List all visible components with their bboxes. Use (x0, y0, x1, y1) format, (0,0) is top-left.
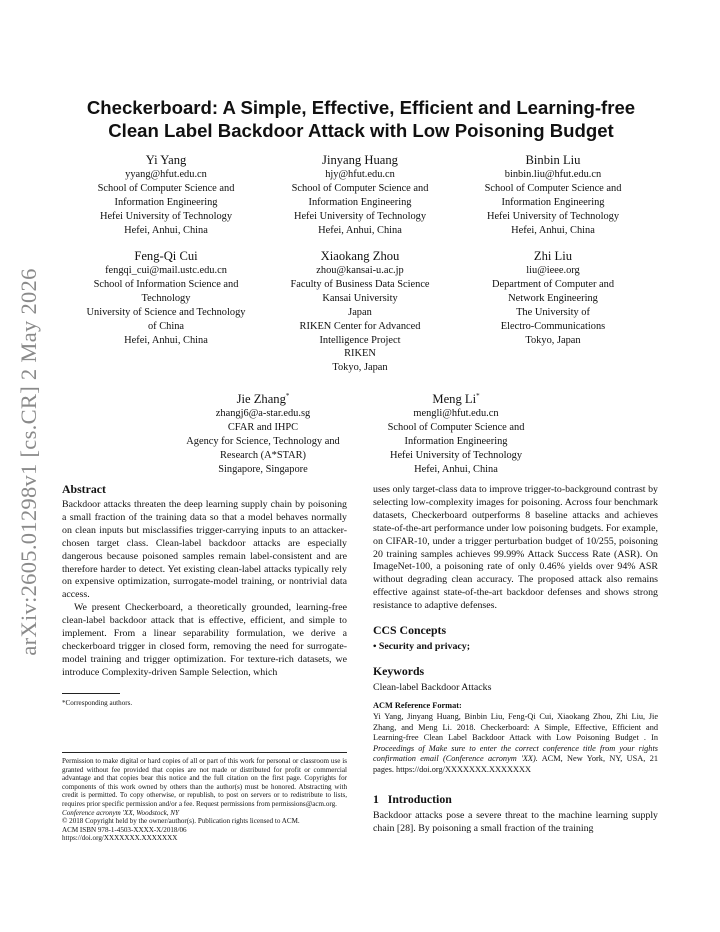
author-affiliation: School of Computer Science and (97, 182, 235, 194)
author-name: Xiaokang Zhou (320, 249, 400, 263)
author-affiliation: Intelligence Project (319, 334, 401, 346)
footnote-rule (62, 693, 120, 694)
author-affiliation: Agency for Science, Technology and (186, 436, 340, 447)
author-block (81, 248, 251, 347)
keywords-heading: Keywords (373, 664, 425, 678)
author-affiliation: of China (147, 320, 185, 332)
author-affiliation: Kansai University (322, 292, 398, 304)
author-affiliation: Japan (348, 306, 372, 318)
section-title: Introduction (387, 792, 452, 806)
ccs-heading: CCS Concepts (373, 623, 447, 637)
author-affiliation: Hefei University of Technology (293, 210, 427, 222)
author-location: Hefei, Anhui, China (124, 334, 208, 346)
author-affiliation: Information Engineering (501, 196, 605, 208)
intro-text: Backdoor attacks pose a severe threat to the machine learning supply chain [28]. By poisoning a small fraction of the training (373, 810, 658, 834)
author-affiliation: Hefei University of Technology (99, 210, 233, 222)
acm-ref-venue: Proceedings of Make sure to enter the correct conference title from your rights confirmation email (Conference acronym 'XX). (373, 743, 658, 764)
permission-text: Permission to make digital or hard copies of all or part of this work for personal or classroom use is granted without fee provided that copies are not made or distributed for profit or commercial advantage and that copies bear this notice and the full citation on the first page. Copyrights for components of this work owned by others than the author(s) must be honored. Abstracting with credit is permitted. To copy otherwise, or republish, to post on servers or to redistribute to lists, requires prior specific permission and/or a fee. Request permissions from permissions@acm.org. (62, 757, 347, 808)
abstract-paragraph: We present Checkerboard, a theoretically grounded, learning-free clean-label backdoor attack that is effective, efficient, and simple to implement. From a linear separability formulation, we derive a checkerboard trigger in closed form, removing the need for surrogate-model training and trigger optimization. For texture-rich datasets, we introduce Complexity-driven Sample Selection, which (62, 602, 347, 678)
author-location: Hefei, Anhui, China (511, 224, 595, 236)
author-affiliation: Electro-Communications (500, 320, 606, 332)
author-block (178, 388, 348, 477)
author-email: mengli@hfut.edu.cn (413, 408, 499, 420)
intro-heading (373, 792, 452, 807)
author-affiliation: Technology (141, 292, 191, 304)
author-block (468, 248, 638, 347)
author-email: hjy@hfut.edu.cn (325, 169, 395, 180)
doi-link[interactable]: https://doi.org/XXXXXXX.XXXXXXX (62, 834, 178, 843)
abstract-paragraph: uses only target-class data to improve trigger-to-background contrast by selecting low-complexity images for poisoning. Across four benchmark datasets, Checkerboard outperforms 8 baseline attacks and achieves state-of-the-art performance under low poisoning budgets. For example, on CIFAR-10, under a trigger perturbation budget of 10/255, poisoning 20 training samples achieves 99.99% Attack Success Rate (ASR). On ImageNet-100, a poisoning rate of only 0.46% yields over 94% ASR without degrading clean accuracy. The proposed attack also remains effective against state-of-the-art backdoor defenses and shows strong resistance to adaptive defenses. (373, 484, 658, 612)
author-email: liu@ieee.org (526, 265, 580, 276)
arxiv-sidebar (12, 262, 46, 662)
author-affiliation: Hefei University of Technology (486, 210, 620, 222)
author-affiliation: Information Engineering (114, 196, 218, 208)
abstract-paragraph: Backdoor attacks threaten the deep learning supply chain by poisoning a small fraction of the training data so that a model behaves normally on clean inputs but misclassifies trigger-carrying inputs to an attacker-chosen target class. Clean-label backdoor attacks are especially dangerous because poisoned samples remain label-consistent and are therefore harder to detect. Yet existing clean-label attacks typically rely on expensive optimization, surrogate-model training, or nontrivial data access. (62, 499, 347, 601)
author-name: Zhi Liu (533, 249, 573, 263)
author-block (275, 248, 445, 375)
author-location: Tokyo, Japan (525, 334, 581, 346)
author-email: zhangj6@a-star.edu.sg (215, 408, 311, 420)
author-affiliation: Information Engineering (308, 196, 412, 208)
author-affiliation: Faculty of Business Data Science (290, 278, 430, 290)
author-affiliation: CFAR and IHPC (227, 422, 299, 434)
author-affiliation: School of Computer Science and (484, 182, 622, 194)
author-affiliation: RIKEN Center for Advanced (299, 320, 421, 332)
abstract-heading: Abstract (62, 482, 106, 496)
title-line-1: Checkerboard: A Simple, Effective, Efficient and Learning-free (86, 97, 636, 118)
author-email: binbin.liu@hfut.edu.cn (504, 169, 602, 180)
title-line-2: Clean Label Backdoor Attack with Low Poisoning Budget (108, 120, 614, 141)
author-affiliation: RIKEN (344, 348, 376, 360)
author-email: zhou@kansai-u.ac.jp (316, 265, 404, 276)
author-name: Jinyang Huang (322, 153, 398, 167)
author-affiliation: The University of (516, 306, 590, 318)
footnote: *Corresponding authors. (62, 699, 133, 707)
author-location: Hefei, Anhui, China (124, 224, 208, 236)
author-affiliation: Department of Computer and (491, 278, 615, 290)
author-name: Feng-Qi Cui (134, 249, 198, 263)
paper-title (62, 96, 660, 142)
author-block (468, 152, 638, 238)
permission-rule (62, 752, 347, 753)
corresponding-mark: * (285, 392, 290, 400)
acm-ref-doi[interactable]: ACM, New York, NY, USA, 21 pages. https://doi.org/XXXXXXX.XXXXXXX (373, 754, 658, 774)
keywords-text: Clean-label Backdoor Attacks (373, 682, 492, 693)
acm-ref-heading: ACM Reference Format: (373, 701, 462, 710)
author-affiliation: Hefei University of Technology (389, 449, 523, 461)
abstract-left (62, 499, 347, 680)
permission-block (62, 757, 347, 843)
author-block (371, 388, 541, 477)
ccs-item: • Security and privacy; (373, 641, 470, 652)
conference-line: Conference acronym 'XX, Woodstock, NY (62, 808, 179, 817)
author-name: Jie Zhang* (236, 392, 290, 407)
author-affiliation: Network Engineering (508, 292, 598, 304)
author-block (81, 152, 251, 238)
corresponding-mark: * (476, 392, 480, 400)
acm-ref-citation: Yi Yang, Jinyang Huang, Binbin Liu, Feng-Qi Cui, Xiaokang Zhou, Zhi Liu, Jie Zhang, and Meng Li. 2018. Checkerboard: A Simple, Effective, Efficient and Learning-free Clean Label Backdoor Attack with Low Poisoning Budget . In (373, 712, 658, 743)
isbn-line: ACM ISBN 978-1-4503-XXXX-X/2018/06 (62, 825, 187, 834)
author-email: yyang@hfut.edu.cn (125, 169, 207, 180)
acm-ref-text (373, 712, 658, 776)
author-name: Yi Yang (145, 153, 187, 167)
copyright-line: © 2018 Copyright held by the owner/author(s). Publication rights licensed to ACM. (62, 817, 300, 826)
author-name: Binbin Liu (525, 153, 581, 167)
section-number: 1 (373, 792, 379, 806)
author-location: Singapore, Singapore (218, 463, 308, 475)
author-affiliation: Information Engineering (404, 436, 508, 447)
author-affiliation: University of Science and Technology (86, 306, 246, 318)
abstract-right (373, 484, 658, 613)
arxiv-id: arXiv:2605.01298v1 [cs.CR] 2 May 2026 (16, 268, 41, 656)
author-email: fengqi_cui@mail.ustc.edu.cn (105, 265, 227, 276)
author-location: Tokyo, Japan (332, 362, 388, 374)
author-location: Hefei, Anhui, China (414, 463, 498, 475)
author-affiliation: School of Computer Science and (291, 182, 429, 194)
author-affiliation: School of Information Science and (93, 278, 239, 290)
author-affiliation: School of Computer Science and (387, 422, 525, 434)
author-block (275, 152, 445, 238)
author-location: Hefei, Anhui, China (318, 224, 402, 236)
author-affiliation: Research (A*STAR) (219, 449, 307, 461)
author-name: Meng Li* (432, 392, 480, 407)
